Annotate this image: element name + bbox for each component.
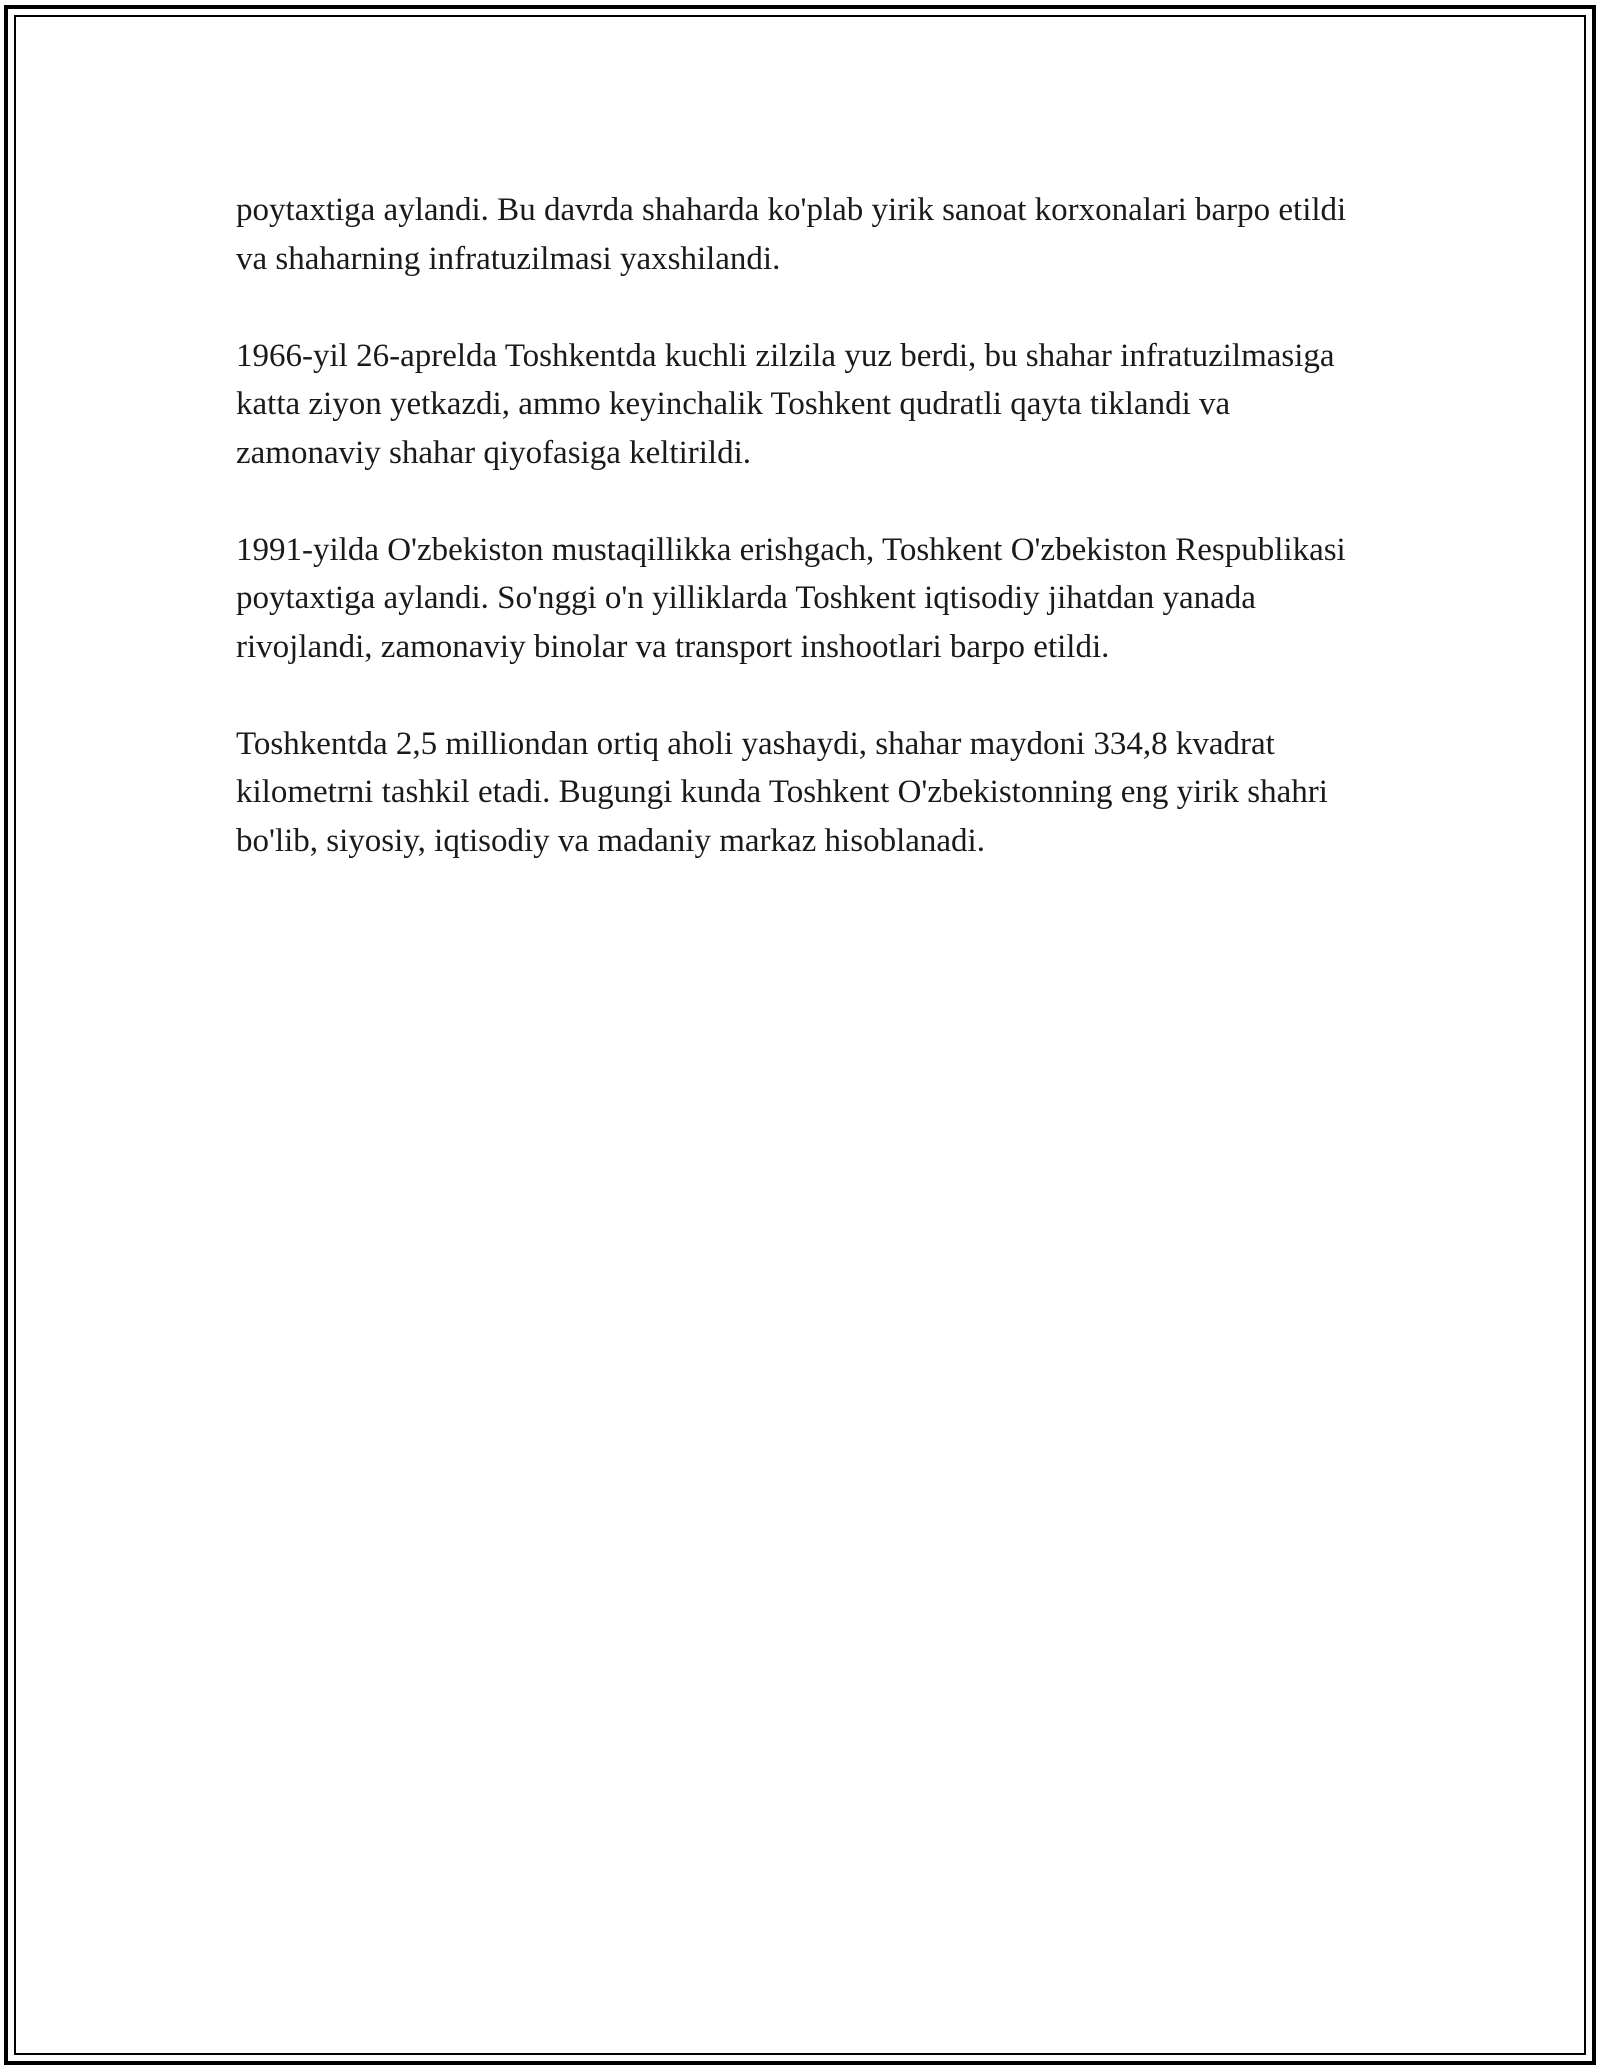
paragraph-4: Toshkentda 2,5 milliondan ortiq aholi yashaydi, shahar maydoni 334,8 kvadrat kilometrni tashkil etadi. Bugungi kunda Toshkent O'zbekistonning eng yirik shahri bo'lib, siyosiy, iqtisodiy va madaniy markaz hisoblanadi. xyxy=(236,725,1328,859)
paragraph-1: poytaxtiga aylandi. Bu davrda shaharda ko'plab yirik sanoat korxonalari barpo etildi va shaharning infratuzilmasi yaxshilandi. xyxy=(236,192,1347,277)
paragraph-3: 1991-yilda O'zbekiston mustaqillikka erishgach, Toshkent O'zbekiston Respublikasi poytaxtiga aylandi. So'nggi o'n yilliklarda Toshkent iqtisodiy jihatdan yanada rivojlandi, zamonaviy binolar va transport inshootlari barpo etildi. xyxy=(236,531,1346,665)
paragraph-2: 1966-yil 26-aprelda Toshkentda kuchli zilzila yuz berdi, bu shahar infratuzilmasiga katta ziyon yetkazdi, ammo keyinchalik Toshkent qudratli qayta tiklandi va zamonaviy shahar qiyofasiga keltirildi. xyxy=(236,337,1335,471)
document-body xyxy=(236,186,1366,914)
